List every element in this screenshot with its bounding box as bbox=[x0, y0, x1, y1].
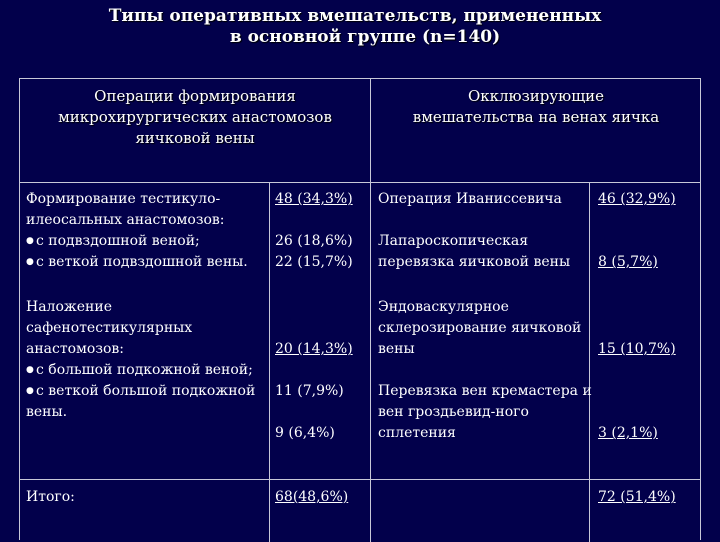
right-item-3-line-3: вены bbox=[378, 341, 415, 357]
right-item-4-line-3: сплетения bbox=[378, 425, 456, 441]
slide-title bbox=[0, 6, 720, 48]
left-block2-line-2: сафенотестикулярных bbox=[26, 320, 193, 336]
divider-totals bbox=[20, 479, 701, 480]
right-item-2-value: 8 (5,7%) bbox=[598, 254, 658, 270]
right-item-1-text bbox=[378, 189, 562, 210]
left-block1-line-2: илеосальных анастомозов: bbox=[26, 212, 225, 228]
left-block2-bullet-1 bbox=[26, 360, 255, 381]
divider-col-4 bbox=[589, 182, 590, 542]
right-item-1-line-1: Операция Иваниссевича bbox=[378, 191, 562, 207]
divider-header bbox=[20, 182, 701, 183]
header-right-line-2: вмешательства на венах яичка bbox=[412, 108, 660, 126]
right-item-4-line-2: вен гроздьевид-ного bbox=[378, 404, 529, 420]
left-block1-bullet-2 bbox=[26, 252, 248, 273]
right-item-3-value: 15 (10,7%) bbox=[598, 341, 676, 357]
right-item-3-line-2: склерозирование яичковой bbox=[378, 320, 582, 336]
bullet-dot-icon: ● bbox=[26, 236, 34, 246]
header-left-line-3: яичковой вены bbox=[135, 129, 255, 147]
bullet-4-text: с веткой большой подкожной bbox=[36, 383, 256, 399]
right-item-1-value: 46 (32,9%) bbox=[598, 191, 676, 207]
left-block2-value-1: 20 (14,3%) bbox=[275, 341, 353, 357]
bullet-dot-icon: ● bbox=[26, 257, 34, 267]
right-item-4-value: 3 (2,1%) bbox=[598, 425, 658, 441]
right-item-3-text bbox=[378, 297, 581, 360]
right-item-4-text bbox=[378, 381, 592, 444]
left-block1-bullet-1 bbox=[26, 231, 248, 252]
operations-table bbox=[19, 78, 701, 540]
right-item-3-line-1: Эндоваскулярное bbox=[378, 299, 509, 315]
header-left bbox=[20, 86, 370, 149]
left-block1-value-2: 26 (18,6%) bbox=[275, 233, 353, 249]
left-block2-value-3: 9 (6,4%) bbox=[275, 425, 335, 441]
totals-left-value: 68(48,6%) bbox=[275, 489, 349, 505]
right-item-2-line-2: перевязка яичковой вены bbox=[378, 254, 571, 270]
bullet-1-text: с подвздошной веной; bbox=[36, 233, 200, 249]
bullet-dot-icon: ● bbox=[26, 386, 34, 396]
left-block1-value-1: 48 (34,3%) bbox=[275, 191, 353, 207]
totals-right-value: 72 (51,4%) bbox=[598, 489, 676, 505]
left-block1-line-1: Формирование тестикуло- bbox=[26, 191, 221, 207]
bullet-3-text: с большой подкожной веной; bbox=[36, 362, 253, 378]
left-block2-line-1: Наложение bbox=[26, 299, 112, 315]
left-block2-text bbox=[26, 297, 255, 423]
header-right bbox=[371, 86, 701, 128]
left-block2-line-3: анастомозов: bbox=[26, 341, 125, 357]
right-item-2-text bbox=[378, 231, 570, 273]
header-left-line-1: Операции формирования bbox=[94, 87, 296, 105]
divider-col-3 bbox=[370, 182, 371, 542]
header-right-line-1: Окклюзирующие bbox=[467, 87, 605, 105]
left-block2-bullet-2 bbox=[26, 381, 255, 402]
bullet-2-text: с веткой подвздошной вены. bbox=[36, 254, 248, 270]
totals-label: Итого: bbox=[26, 489, 75, 505]
header-left-line-2: микрохирургических анастомозов bbox=[58, 108, 332, 126]
left-block2-value-2: 11 (7,9%) bbox=[275, 383, 344, 399]
right-item-2-line-1: Лапароскопическая bbox=[378, 233, 529, 249]
divider-col-2 bbox=[269, 182, 270, 542]
title-line-2: в основной группе (n=140) bbox=[229, 27, 501, 47]
right-item-4-line-1: Перевязка вен кремастера и bbox=[378, 383, 592, 399]
left-block1-text bbox=[26, 189, 248, 273]
left-block2-tail: вены. bbox=[26, 404, 68, 420]
title-line-1: Типы оперативных вмешательств, примененных bbox=[108, 6, 602, 26]
bullet-dot-icon: ● bbox=[26, 365, 34, 375]
left-block1-value-3: 22 (15,7%) bbox=[275, 254, 353, 270]
